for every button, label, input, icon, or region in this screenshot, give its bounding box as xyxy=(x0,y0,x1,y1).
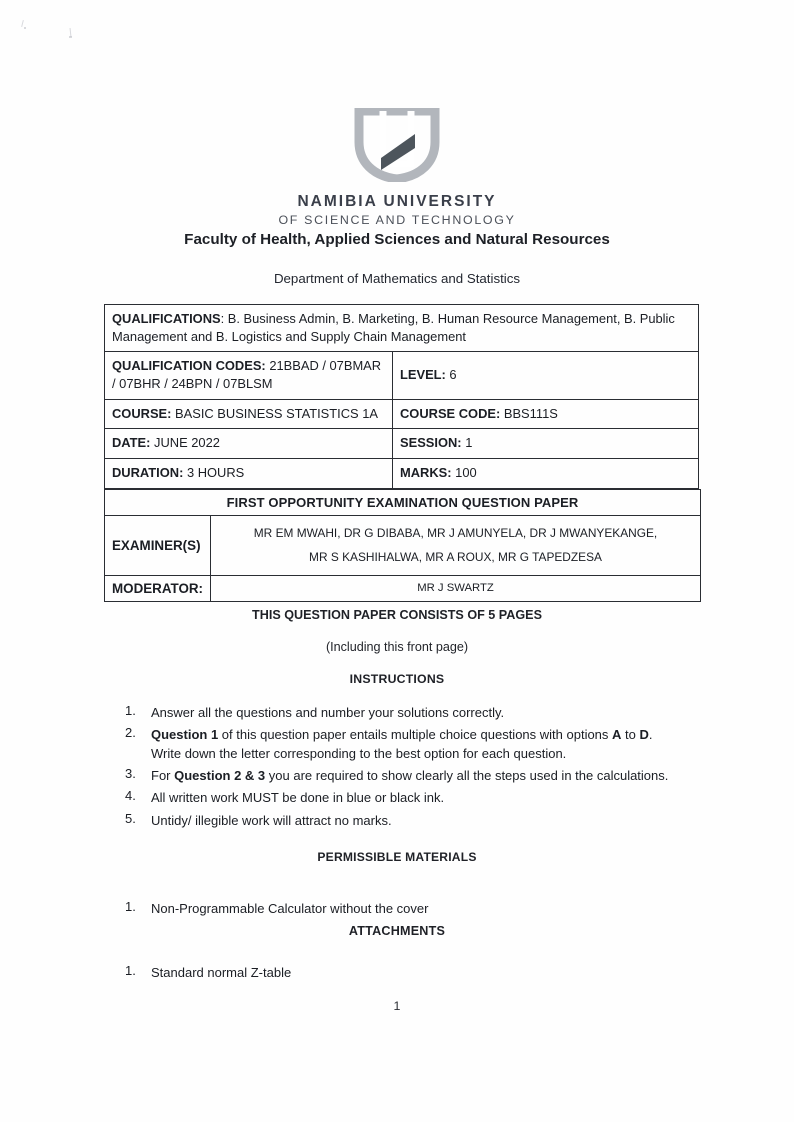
list-item xyxy=(122,811,678,830)
course-value: BASIC BUSINESS STATISTICS 1A xyxy=(171,405,378,421)
course-code-cell xyxy=(393,399,699,429)
session-value: 1 xyxy=(461,435,473,451)
qualification-codes-value: 21BBAD / 07BMAR / 07BHR / 24BPN / 07BLSM xyxy=(112,358,382,392)
list-item-text: Answer all the questions and number your solutions correctly. xyxy=(151,705,505,720)
instructions-list xyxy=(122,703,678,833)
list-item-number: 1. xyxy=(125,963,136,978)
duration-label: DURATION: xyxy=(112,465,184,481)
list-item-text: Non-Programmable Calculator without the cover xyxy=(151,901,429,916)
level-label: LEVEL: xyxy=(400,367,446,383)
marks-value: 100 xyxy=(451,465,477,481)
list-item-text: Untidy/ illegible work will attract no marks. xyxy=(151,812,392,828)
course-code-label: COURSE CODE: xyxy=(400,405,501,421)
list-item-number: 1. xyxy=(125,899,136,914)
course-cell xyxy=(105,399,393,429)
scan-speck xyxy=(69,36,72,38)
moderator-value: MR J SWARTZ xyxy=(211,575,701,601)
qualifications-value: : B. Business Admin, B. Marketing, B. Human Resource Management, B. Public Management and B. Logistics and Supply Chain Management xyxy=(112,311,675,344)
list-item xyxy=(122,963,678,982)
qualification-codes-cell xyxy=(105,352,393,399)
list-item-text: For Question 2 & 3 you are required to show clearly all the steps used in the calculations. xyxy=(151,768,669,784)
university-logo xyxy=(0,108,794,182)
list-item xyxy=(122,703,678,722)
level-cell xyxy=(393,352,699,399)
nust-shield-logo-icon xyxy=(351,108,443,182)
session-cell xyxy=(393,429,699,459)
list-item-number: 1. xyxy=(125,703,136,718)
qualification-codes-label: QUALIFICATION CODES: xyxy=(112,358,266,374)
list-item-text: Standard normal Z-table xyxy=(151,965,292,980)
list-item-text: All written work MUST be done in blue or black ink. xyxy=(151,790,445,806)
date-cell xyxy=(105,429,393,459)
examiner-table xyxy=(104,489,701,602)
list-item-number: 4. xyxy=(125,788,136,804)
list-item xyxy=(122,766,678,785)
moderator-label: MODERATOR: xyxy=(105,575,211,601)
session-label: SESSION: xyxy=(400,435,462,451)
attachments-heading: ATTACHMENTS xyxy=(348,924,446,938)
list-item-number: 5. xyxy=(125,810,136,826)
date-value: JUNE 2022 xyxy=(150,435,220,451)
list-item xyxy=(122,725,678,763)
wordmark-line-1: NAMIBIA UNIVERSITY xyxy=(297,193,497,210)
list-item-text: Question 1 of this question paper entails multiple choice questions with options A to D. Write down the letter corresponding to the best option for each question. xyxy=(151,727,653,762)
level-value: 6 xyxy=(445,367,457,383)
list-item-number: 3. xyxy=(125,766,136,782)
front-page-notice: (Including this front page) xyxy=(325,640,469,654)
list-item xyxy=(122,788,678,807)
table-row xyxy=(105,399,699,429)
table-row xyxy=(105,516,701,576)
list-item xyxy=(122,899,678,918)
department-title: Department of Mathematics and Statistics xyxy=(273,271,521,286)
course-code-value: BBS111S xyxy=(500,405,558,421)
exam-paper-title: FIRST OPPORTUNITY EXAMINATION QUESTION PAPER xyxy=(105,490,701,516)
examiners-value xyxy=(211,516,701,576)
table-row xyxy=(105,575,701,601)
examiners-line-1: MR EM MWAHI, DR G DIBABA, MR J AMUNYELA, DR J MWANYEKANGE, xyxy=(253,526,658,540)
list-item-number: 2. xyxy=(125,725,136,741)
date-label: DATE: xyxy=(112,435,151,451)
faculty-title: Faculty of Health, Applied Sciences and Natural Resources xyxy=(184,231,610,248)
table-row xyxy=(105,429,699,459)
scan-speck xyxy=(21,20,24,27)
permissible-materials-heading: PERMISSIBLE MATERIALS xyxy=(317,850,477,864)
wordmark-line-2: OF SCIENCE AND TECHNOLOGY xyxy=(278,213,516,228)
permissible-materials-list xyxy=(122,899,678,921)
examiners-line-2: MR S KASHIHALWA, MR A ROUX, MR G TAPEDZESA xyxy=(309,550,602,565)
course-label: COURSE: xyxy=(112,405,172,421)
marks-cell xyxy=(393,459,699,489)
table-row xyxy=(105,490,701,516)
university-wordmark xyxy=(0,193,794,228)
table-row xyxy=(105,352,699,399)
qualifications-label: QUALIFICATIONS xyxy=(112,311,221,326)
table-row xyxy=(105,459,699,489)
marks-label: MARKS: xyxy=(400,465,452,481)
qualifications-cell xyxy=(105,305,699,352)
attachments-list xyxy=(122,963,678,985)
duration-value: 3 HOURS xyxy=(183,465,245,481)
table-row xyxy=(105,305,699,352)
page-number: 1 xyxy=(393,999,401,1013)
page-count-notice: THIS QUESTION PAPER CONSISTS OF 5 PAGES xyxy=(252,608,542,622)
examiners-label: EXAMINER(S) xyxy=(105,516,211,576)
qualification-info-table xyxy=(104,304,699,489)
scan-speck xyxy=(24,27,26,29)
instructions-heading: INSTRUCTIONS xyxy=(349,672,445,686)
duration-cell xyxy=(105,459,393,489)
